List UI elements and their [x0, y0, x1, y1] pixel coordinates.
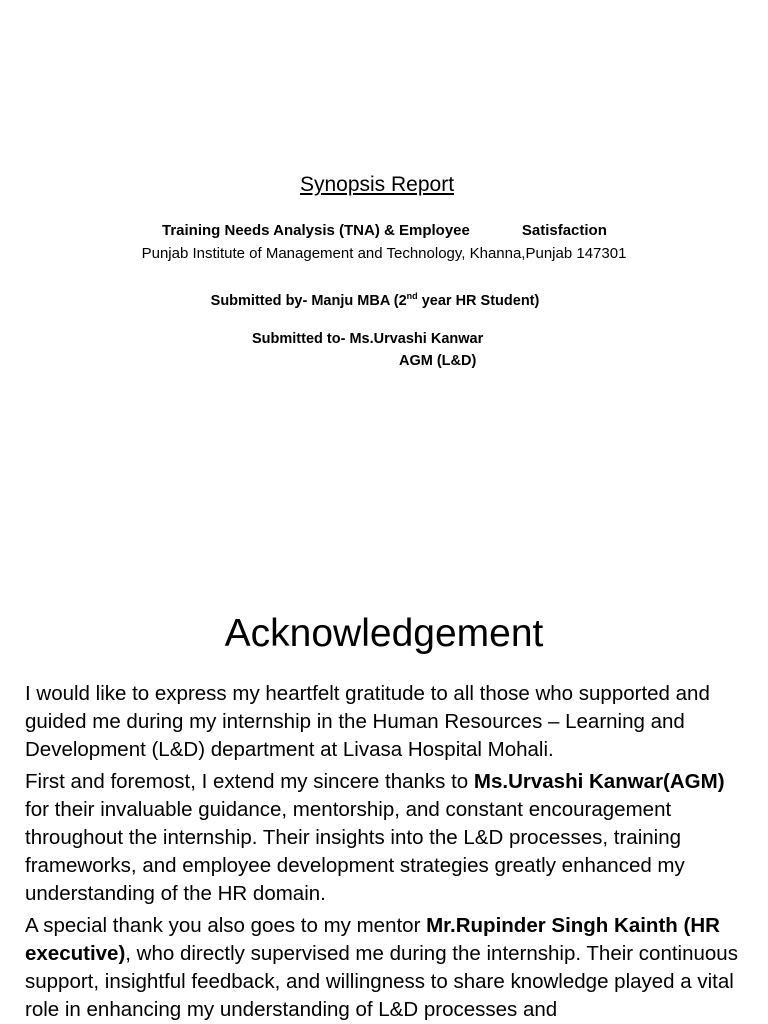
submitted-to: Submitted to- Ms.Urvashi Kanwar	[252, 331, 484, 347]
acknowledgement-body	[25, 680, 750, 1024]
acknowledgement-paragraph-2	[25, 768, 750, 908]
ordinal-suffix: nd	[406, 291, 418, 302]
report-title: Synopsis Report	[299, 173, 455, 196]
paragraph-2-lead: First and foremost, I extend my sincere thanks to	[25, 770, 474, 793]
submitted-by-suffix: year HR Student)	[417, 293, 540, 309]
paragraph-3-lead: A special thank you also goes to my mentor	[25, 914, 427, 937]
agm-name: Ms.Urvashi Kanwar(AGM)	[473, 770, 725, 793]
report-subject-part2: Satisfaction	[521, 222, 607, 239]
acknowledgement-section	[0, 608, 768, 1021]
paragraph-2-rest: for their invaluable guidance, mentorship, and constant encouragement throughout the internship. Their insights into the L&D processes, training frameworks, and employee development strategies greatly enhanced my understanding of the HR domain.	[25, 798, 685, 905]
submitted-by	[0, 291, 750, 311]
report-subject-part1: Training Needs Analysis (TNA) & Employee	[162, 222, 470, 239]
report-subject	[162, 221, 762, 241]
acknowledgement-heading: Acknowledgement	[224, 612, 544, 655]
mentor-name: Mr.Rupinder Singh Kainth (HR executive)	[25, 914, 720, 965]
submitted-by-prefix: Submitted by- Manju MBA (2	[210, 293, 407, 309]
acknowledgement-paragraph-3	[25, 912, 750, 1024]
acknowledgement-paragraph-1: I would like to express my heartfelt gratitude to all those who supported and guided me during my internship in the Human Resources – Learning and Development (L&D) department at Livasa Hospital Mohali.	[25, 682, 710, 761]
institute-address: Punjab Institute of Management and Technology, Khanna,Punjab 147301	[141, 245, 627, 262]
recipient-designation: AGM (L&D)	[399, 353, 477, 369]
paragraph-3-rest: , who directly supervised me during the internship. Their continuous support, insightful feedback, and willingness to share knowledge played a vital role in enhancing my understanding of L&D processes and	[25, 942, 738, 1021]
